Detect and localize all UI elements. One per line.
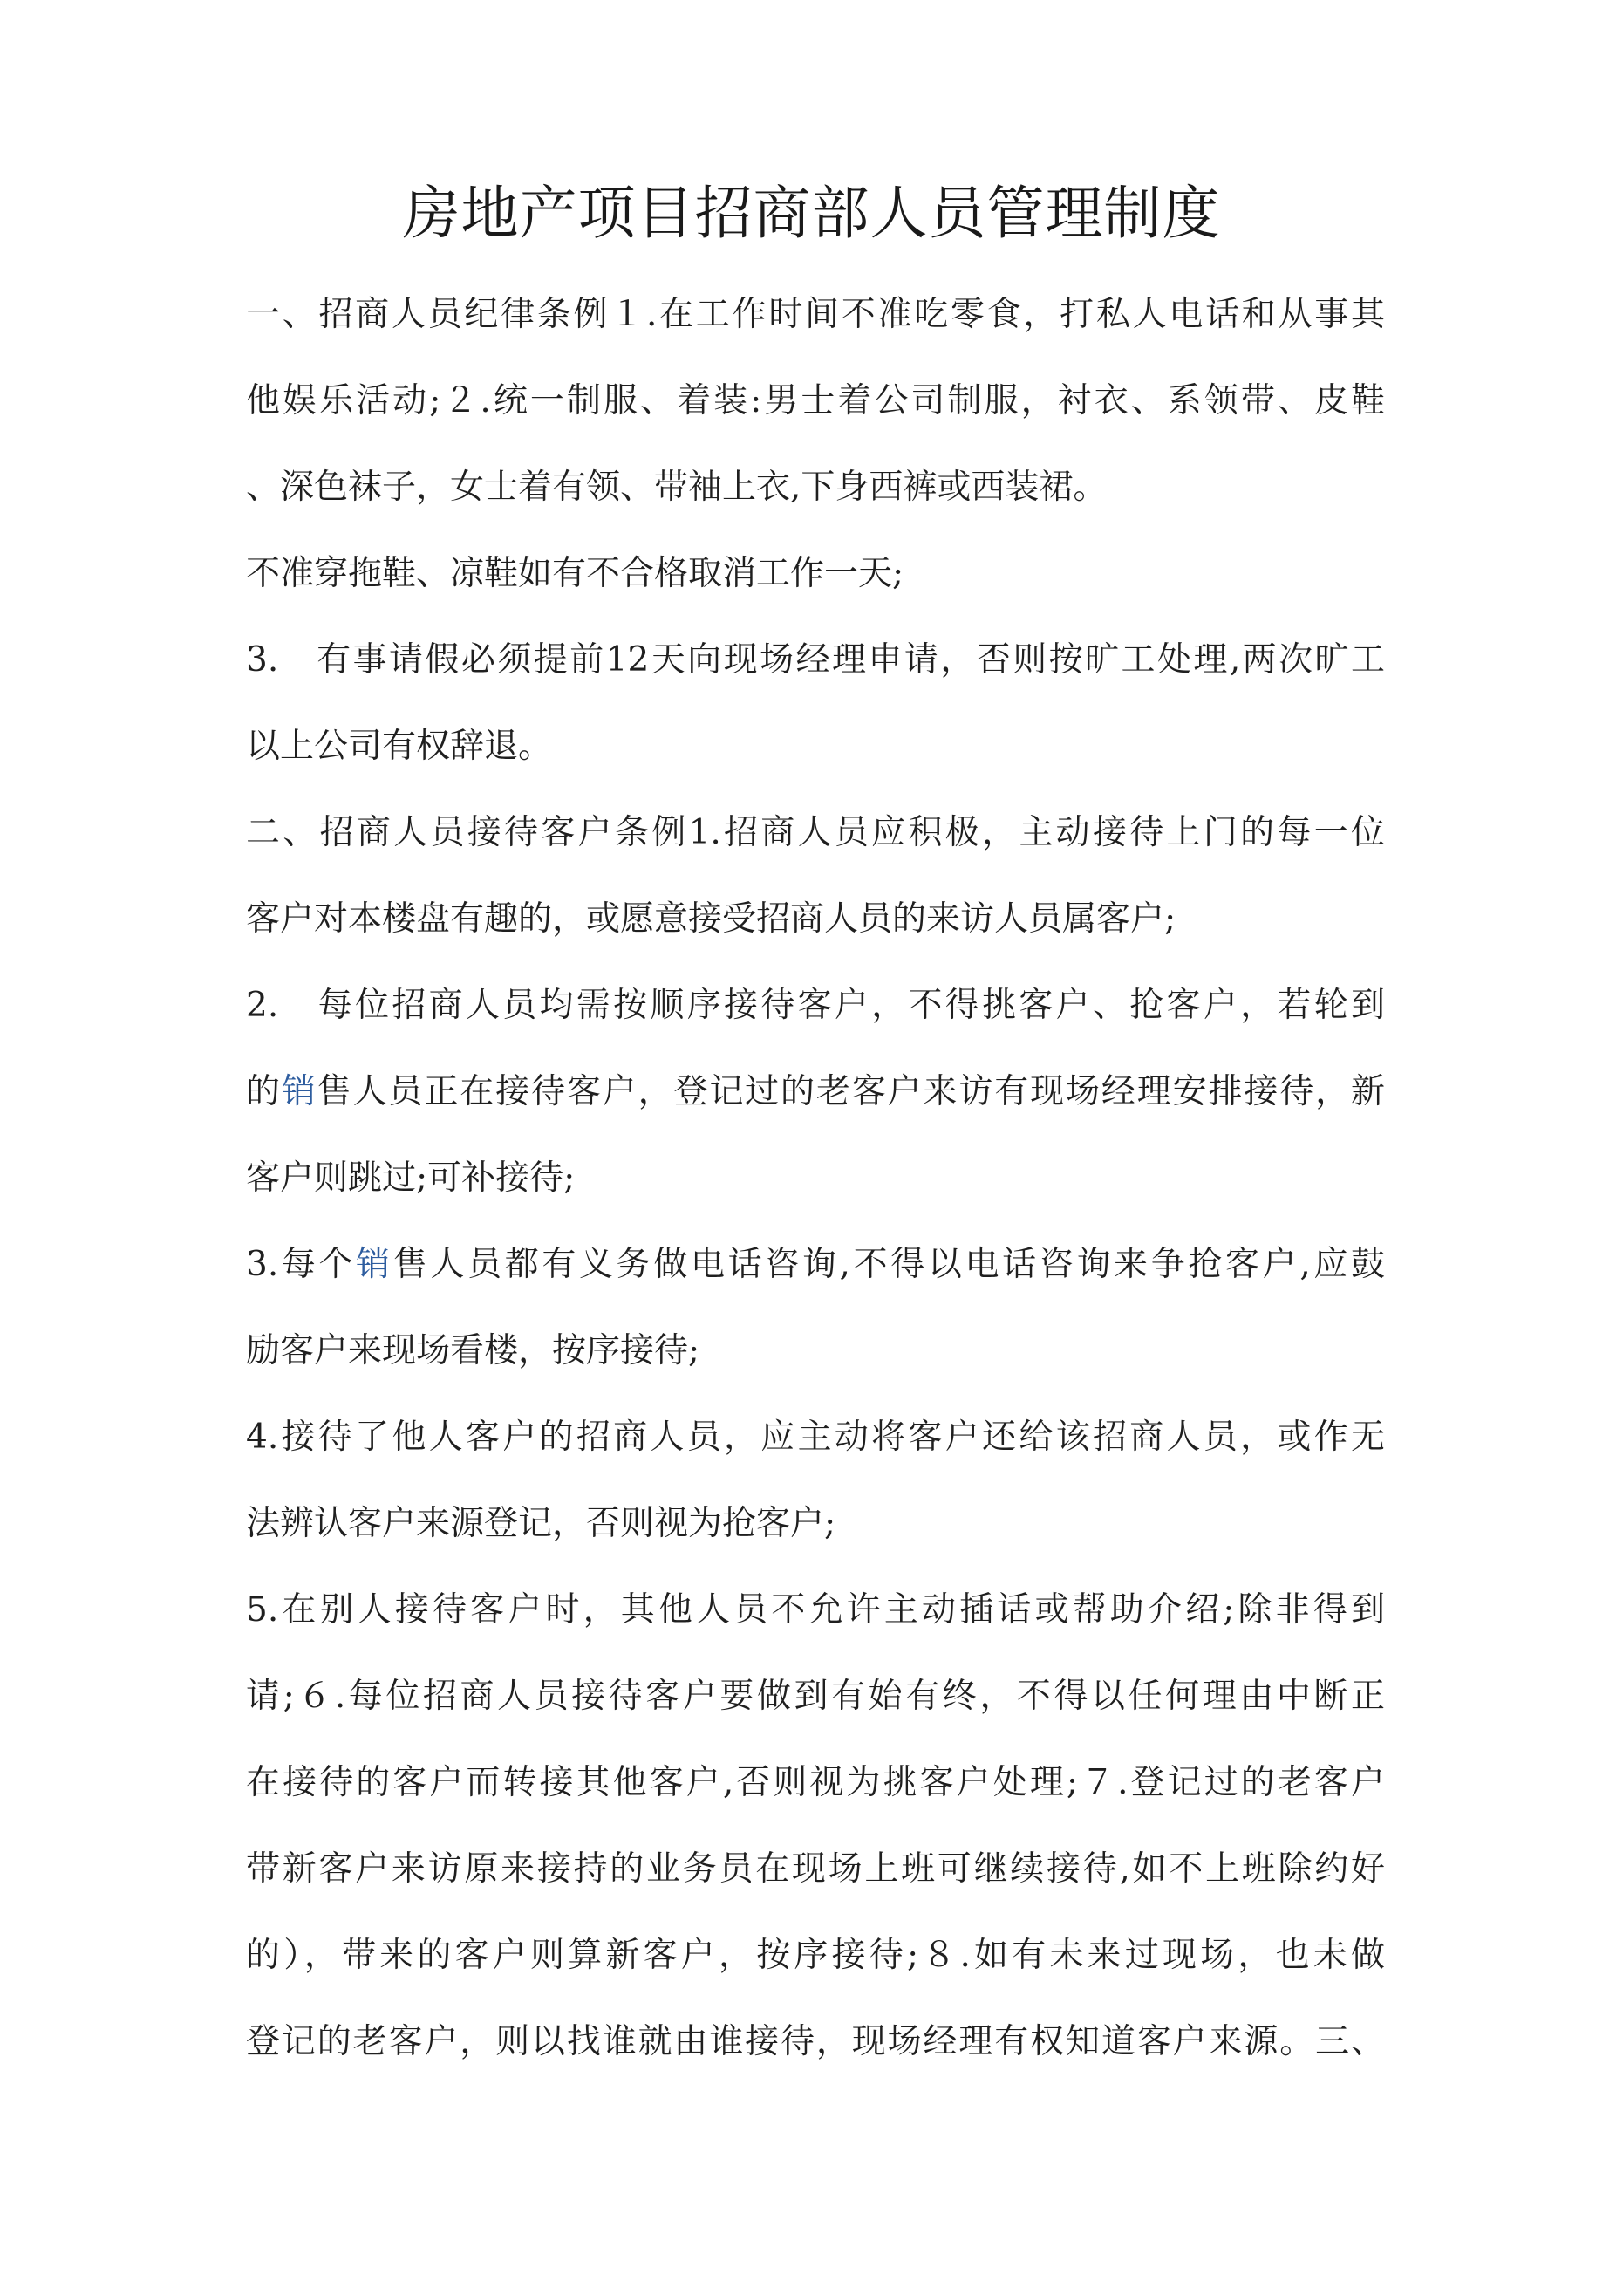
- paragraph-line: [246, 1066, 1385, 1118]
- text-segment: 售人员正在接待客户，登记过的老客户来访有现场经理安排接待，新: [317, 1072, 1385, 1111]
- document-title: 房地产项目招商部人员管理制度: [402, 180, 1221, 247]
- paragraph-line: [246, 634, 1385, 687]
- text-segment: 的），带来的客户则算新客户，按序接待;８.如有未来过现场，也未做: [246, 1936, 1385, 1975]
- paragraph-line: [246, 548, 1385, 600]
- paragraph-line: [246, 2016, 1385, 2068]
- paragraph-line: [246, 289, 1385, 341]
- text-segment: 3. 有事请假必须提前12天向现场经理申请，否则按旷工处理,两次旷工: [246, 640, 1385, 680]
- text-segment: 以上公司有权辞退。: [246, 727, 553, 766]
- text-segment: 的: [246, 1072, 282, 1111]
- paragraph-line: [246, 980, 1385, 1032]
- text-segment: 二、招商人员接待客户条例1.招商人员应积极，主动接待上门的每一位: [246, 813, 1385, 852]
- text-segment: 带新客户来访原来接持的业务员在现场上班可继续接待,如不上班除约好: [246, 1849, 1385, 1889]
- paragraph-line: [246, 1584, 1385, 1637]
- text-segment: 2. 每位招商人员均需按顺序接待客户，不得挑客户、抢客户，若轮到: [246, 986, 1385, 1025]
- paragraph-line: [246, 1411, 1385, 1464]
- paragraph-line: [246, 1239, 1385, 1291]
- text-segment: 请;６.每位招商人员接待客户要做到有始有终，不得以任何理由中断正: [246, 1677, 1385, 1716]
- paragraph-line: [246, 1843, 1385, 1896]
- text-segment: 客户则跳过;可补接待;: [246, 1158, 576, 1198]
- paragraph-line: [246, 893, 1385, 946]
- text-segment: 客户对本楼盘有趣的，或愿意接受招商人员的来访人员属客户;: [246, 899, 1176, 939]
- text-segment: 一、招商人员纪律条例１.在工作时间不准吃零食，打私人电话和从事其: [246, 295, 1385, 334]
- text-segment: 不准穿拖鞋、凉鞋如有不合格取消工作一天;: [246, 554, 904, 593]
- paragraph-line: [246, 1930, 1385, 1982]
- text-segment: 售人员都有义务做电话咨询,不得以电话咨询来争抢客户,应鼓: [392, 1245, 1385, 1284]
- paragraph-line: [246, 1671, 1385, 1723]
- paragraph-line: [246, 375, 1385, 427]
- text-segment: 他娱乐活动;２.统一制服、着装:男士着公司制服，衬衣、系领带、皮鞋: [246, 381, 1385, 420]
- paragraph-line: [246, 1325, 1385, 1377]
- text-segment: 4.接待了他人客户的招商人员，应主动将客户还给该招商人员，或作无: [246, 1418, 1385, 1457]
- paragraph-line: [246, 1757, 1385, 1809]
- text-segment: 3.每个: [246, 1245, 357, 1284]
- text-segment: 、深色袜子，女士着有领、带袖上衣,下身西裤或西装裙。: [246, 468, 1108, 507]
- paragraph-line: [246, 1498, 1385, 1550]
- paragraph-line: [246, 807, 1385, 859]
- text-segment: 励客户来现场看楼，按序接待;: [246, 1331, 700, 1370]
- paragraph-line: [246, 721, 1385, 773]
- paragraph-line: [246, 461, 1385, 514]
- highlighted-text: 销: [281, 1072, 317, 1111]
- text-segment: 5.在别人接待客户时，其他人员不允许主动插话或帮助介绍;除非得到: [246, 1590, 1385, 1630]
- text-segment: 在接待的客户而转接其他客户,否则视为挑客户处理;７.登记过的老客户: [246, 1763, 1385, 1802]
- paragraph-line: [246, 1152, 1385, 1205]
- text-segment: 法辨认客户来源登记，否则视为抢客户;: [246, 1504, 836, 1543]
- highlighted-text: 销: [356, 1245, 393, 1284]
- text-segment: 登记的老客户，则以找谁就由谁接待，现场经理有权知道客户来源。三、: [246, 2022, 1385, 2061]
